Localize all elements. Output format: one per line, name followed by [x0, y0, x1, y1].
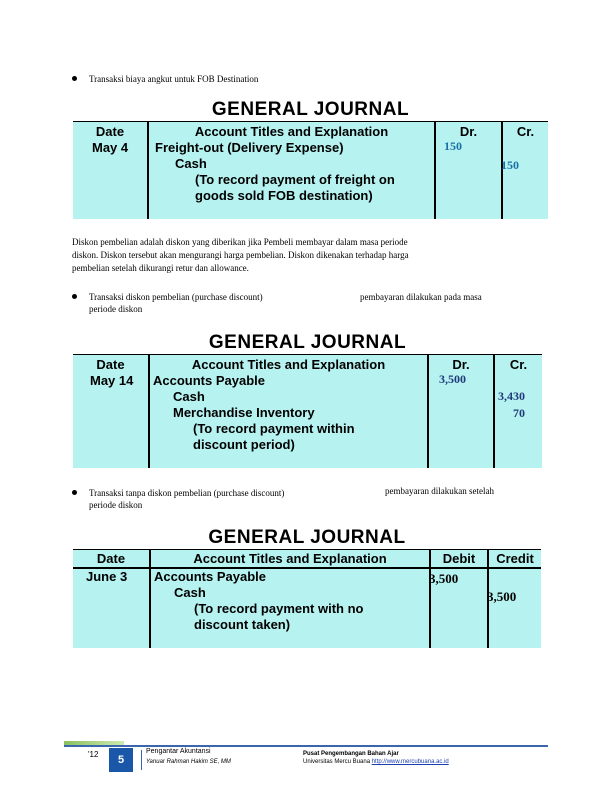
footer-divider	[141, 750, 142, 770]
debit-amount: 150	[444, 139, 462, 153]
entry-date: May 4	[92, 140, 129, 155]
bullet-2-text-c: periode diskon	[89, 304, 143, 314]
journal-1	[73, 99, 548, 219]
entry-line: (To record payment within	[193, 421, 355, 436]
journal-1-body	[73, 121, 548, 219]
entry-line: (To record payment with no	[194, 601, 364, 616]
bullet-1-text: Transaksi biaya angkut untuk FOB Destination	[89, 74, 259, 84]
entry-date: June 3	[86, 569, 128, 584]
paragraph-line: diskon. Diskon tersebut akan mengurangi harga pembelian. Diskon dikenakan terhadap harga	[72, 250, 409, 260]
cr-header: Cr.	[509, 357, 528, 372]
journal-2	[73, 332, 542, 468]
footer-rule	[64, 745, 548, 747]
footer-author: Yanuar Rahman Hakim SE, MM	[146, 759, 231, 765]
titles-header: Account Titles and Explanation	[191, 357, 386, 372]
dr-header: Dr.	[459, 124, 478, 139]
entry-line: Cash	[174, 585, 206, 600]
journal-2-body	[73, 354, 542, 468]
bullet-3-text-c: periode diskon	[89, 500, 143, 510]
bullet-3-text-a: Transaksi tanpa diskon pembelian (purchase discount)	[89, 488, 285, 498]
bullet-2-icon	[72, 294, 77, 299]
cr-header: Credit	[496, 551, 534, 566]
page-number: 5	[109, 748, 133, 772]
bullet-3-icon	[72, 490, 77, 495]
paragraph-line: pembelian setelah dikurangi retur dan allowance.	[72, 263, 249, 273]
entry-line: Cash	[173, 389, 205, 404]
date-header: Date	[96, 357, 125, 372]
debit-amount: 3,500	[429, 571, 459, 586]
journal-3-body	[73, 549, 541, 648]
date-header: Date	[95, 124, 125, 139]
entry-date: May 14	[90, 373, 134, 388]
footer-year: '12	[88, 750, 99, 759]
dr-header: Debit	[442, 551, 476, 566]
entry-line: Accounts Payable	[153, 373, 265, 388]
credit-amount: 70	[513, 406, 525, 420]
bullet-3-text-b: pembayaran dilakukan setelah	[385, 486, 494, 496]
footer-center: Pusat Pengembangan Bahan Ajar	[303, 751, 399, 757]
entry-line: Merchandise Inventory	[173, 405, 315, 420]
entry-line: (To record payment of freight on	[195, 172, 395, 187]
cr-header: Cr.	[516, 124, 535, 139]
titles-header: Account Titles and Explanation	[194, 124, 389, 139]
entry-line: Freight-out (Delivery Expense)	[155, 140, 344, 155]
journal-3-title: GENERAL JOURNAL	[208, 527, 406, 548]
bullet-2-text-a: Transaksi diskon pembelian (purchase discount)	[89, 292, 263, 302]
dr-header: Dr.	[452, 357, 470, 372]
footer-url[interactable]: http://www.mercubuana.ac.id	[371, 759, 449, 765]
entry-line: discount taken)	[194, 617, 291, 632]
footer-university	[303, 758, 449, 766]
credit-amount: 150	[501, 158, 519, 172]
journal-3	[73, 527, 541, 648]
journal-2-title: GENERAL JOURNAL	[208, 332, 407, 353]
entry-line: Cash	[175, 156, 207, 171]
footer-university-name: Universitas Mercu Buana	[303, 759, 371, 765]
credit-amount: 3,430	[498, 389, 525, 403]
paragraph	[72, 236, 409, 275]
paragraph-line: Diskon pembelian adalah diskon yang diberikan jika Pembeli membayar dalam masa periode	[72, 237, 408, 247]
entry-line: goods sold FOB destination)	[195, 188, 373, 203]
bullet-2-text-b: pembayaran dilakukan pada masa	[360, 292, 482, 302]
entry-line: Accounts Payable	[154, 569, 266, 584]
date-header: Date	[96, 551, 126, 566]
credit-amount: 3,500	[487, 589, 517, 604]
footer-course: Pengantar Akuntansi	[146, 748, 211, 755]
titles-header: Account Titles and Explanation	[193, 551, 387, 566]
bullet-1-icon	[72, 76, 77, 81]
journal-1-title: GENERAL JOURNAL	[211, 99, 410, 120]
debit-amount: 3,500	[439, 372, 466, 386]
entry-line: discount period)	[193, 437, 295, 452]
